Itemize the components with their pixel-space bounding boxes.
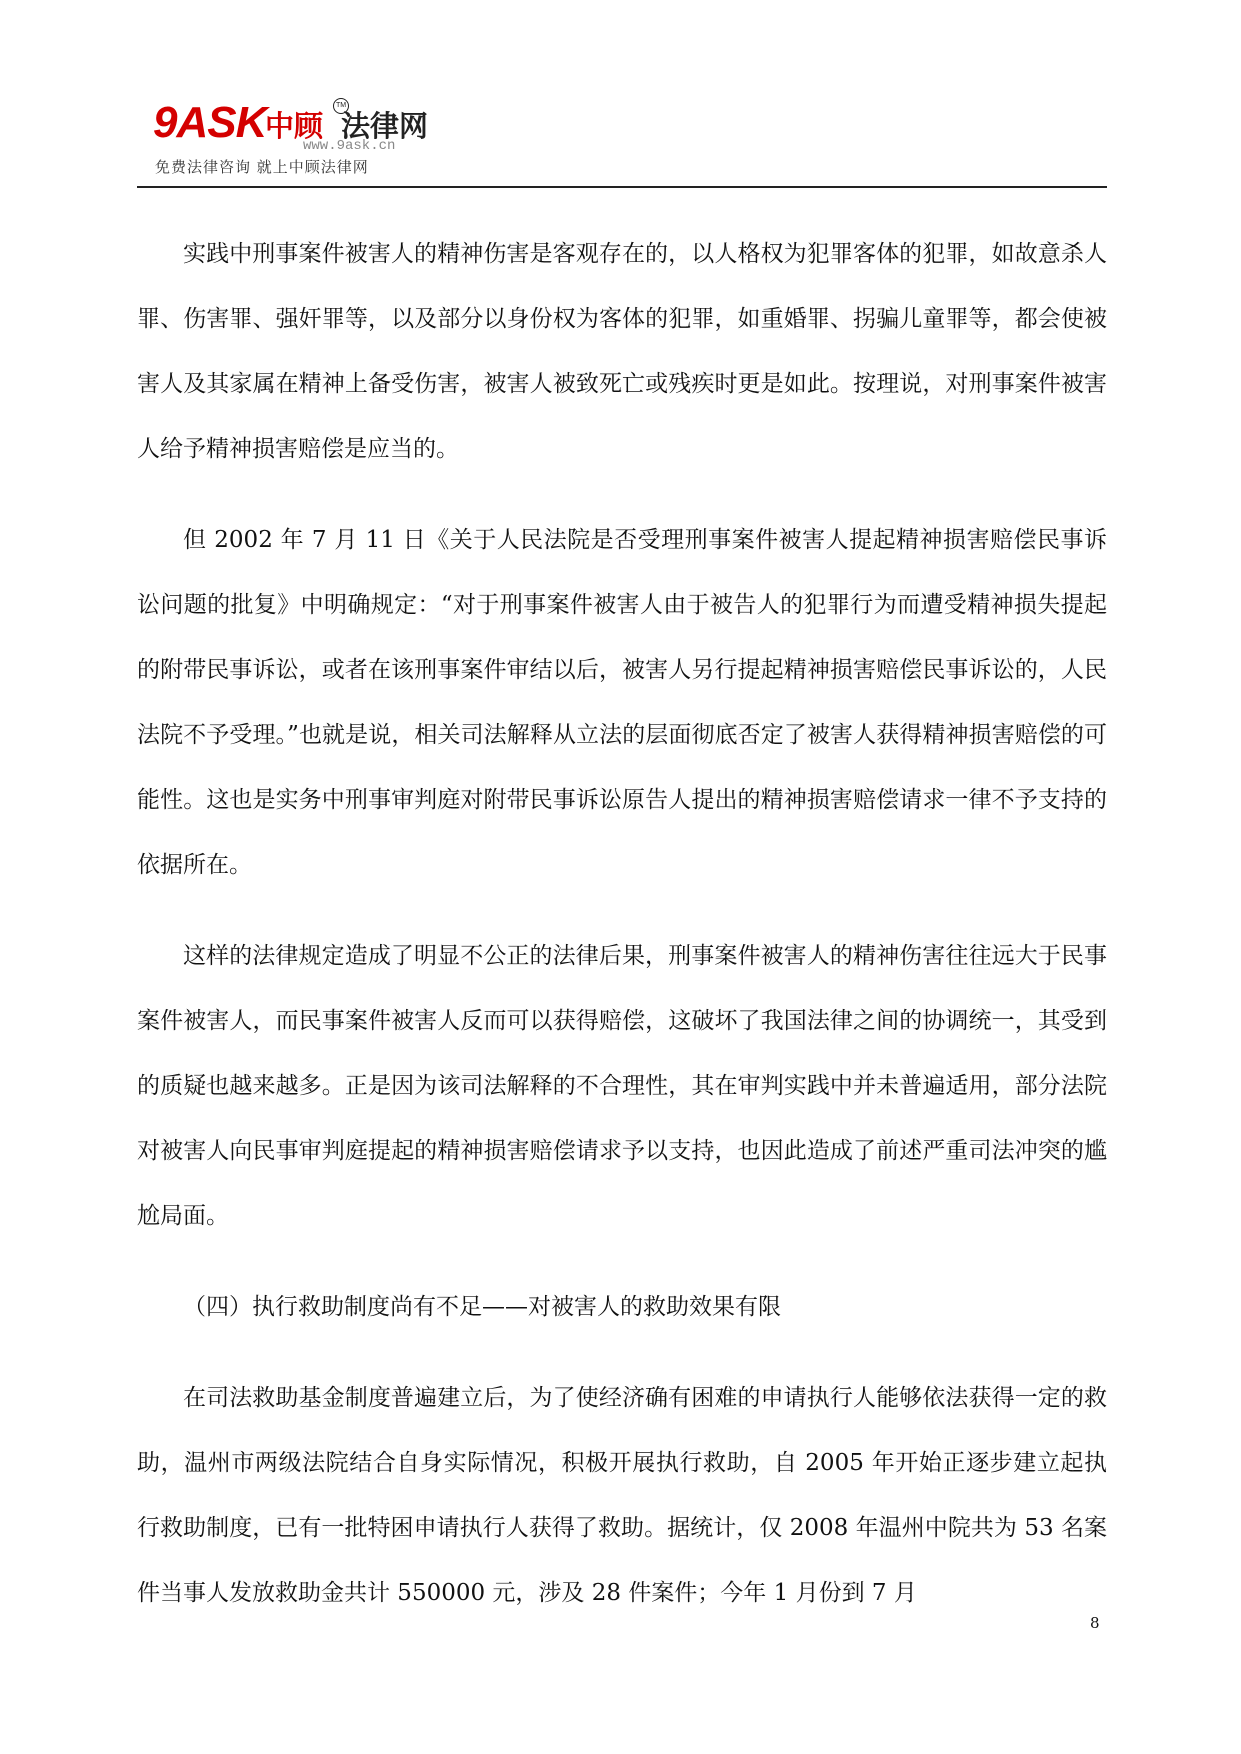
page-number: 8 [1090, 1614, 1100, 1632]
section-heading: （四）执行救助制度尚有不足——对被害人的救助效果有限 [183, 1294, 781, 1320]
page-header [137, 98, 1107, 188]
paragraph: 这样的法律规定造成了明显不公正的法律后果，刑事案件被害人的精神伤害往往远大于民事案件被害人，而民事案件被害人反而可以获得赔偿，这破坏了我国法律之间的协调统一，其受到的质疑也越来越多。正是因为该司法解释的不合理性，其在审判实践中并未普遍适用，部分法院对被害人向民事审判庭提起的精神损害赔偿请求予以支持，也因此造成了前述严重司法冲突的尴尬局面。 [137, 943, 1107, 1229]
logo-url: www.9ask.cn [303, 138, 396, 154]
site-logo [153, 98, 513, 180]
logo-slogan: 免费法律咨询 就上中顾法律网 [155, 158, 369, 176]
logo-text-red: 中顾 [265, 109, 324, 143]
paragraph: 实践中刑事案件被害人的精神伤害是客观存在的，以人格权为犯罪客体的犯罪，如故意杀人罪、伤害罪、强奸罪等，以及部分以身份权为客体的犯罪，如重婚罪、拐骗儿童罪等，都会使被害人及其家属在精神上备受伤害，被害人被致死亡或残疾时更是如此。按理说，对刑事案件被害人给予精神损害赔偿是应当的。 [137, 241, 1107, 462]
logo-mark: 9ASK [153, 98, 267, 147]
paragraph: 但 2002 年 7 月 11 日《关于人民法院是否受理刑事案件被害人提起精神损害赔偿民事诉讼问题的批复》中明确规定：“对于刑事案件被害人由于被告人的犯罪行为而遭受精神损失提起的附带民事诉讼，或者在该刑事案件审结以后，被害人另行提起精神损害赔偿民事诉讼的，人民法院不予受理。”也就是说，相关司法解释从立法的层面彻底否定了被害人获得精神损害赔偿的可能性。这也是实务中刑事审判庭对附带民事诉讼原告人提出的精神损害赔偿请求一律不予支持的依据所在。 [137, 527, 1107, 878]
logo-text-black: 法律网 [341, 109, 429, 143]
trademark-icon: TM [333, 98, 349, 114]
header-divider [137, 186, 1107, 188]
document-body [137, 222, 1107, 1652]
paragraph: 在司法救助基金制度普遍建立后，为了使经济确有困难的申请执行人能够依法获得一定的救助，温州市两级法院结合自身实际情况，积极开展执行救助，自 2005 年开始正逐步建立起执行救助制度，已有一批特困申请执行人获得了救助。据统计，仅 2008 年温州中院共为 53 名案件当事人发放救助金共计 550000 元，涉及 28 件案件；今年 1 月份到 7 月 [137, 1385, 1107, 1606]
